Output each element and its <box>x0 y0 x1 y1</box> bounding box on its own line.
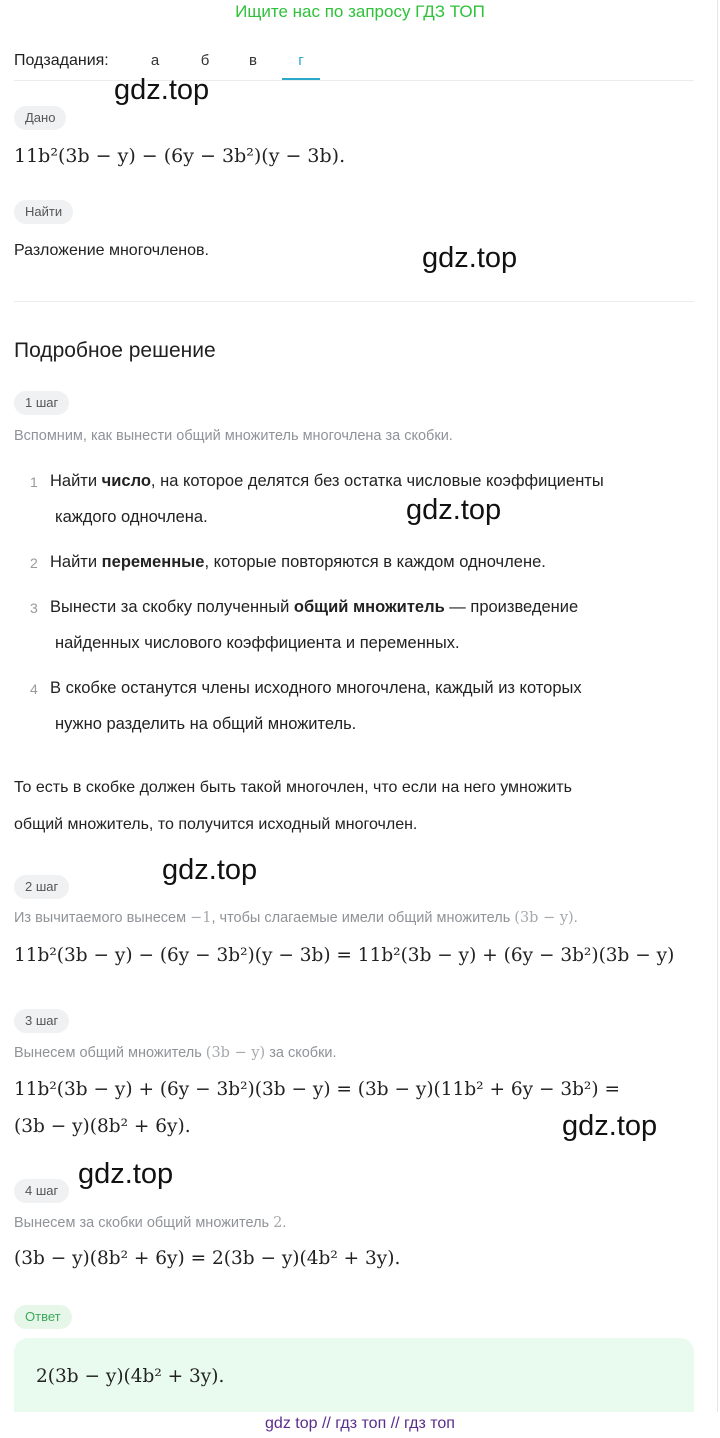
active-tab-underline <box>282 78 320 80</box>
find-chip: Найти <box>14 200 73 224</box>
list-item-bold: общий множитель <box>293 598 445 616</box>
step2-note <box>14 910 578 926</box>
watermark: gdz.top <box>562 1110 658 1142</box>
given-expression: 11b²(3b − y) − (6y − 3b²)(y − 3b). <box>14 145 346 167</box>
list-item-text: — произведение <box>444 598 579 616</box>
step3-note <box>14 1045 337 1061</box>
step3-note-math: (3b − y) <box>205 1045 266 1061</box>
step1-summary-line1: То есть в скобке должен быть такой многочлен, что если на него умножить <box>14 779 572 796</box>
step2-expression: 11b²(3b − y) − (6y − 3b²)(y − 3b) = 11b²(3b − y) + (6y − 3b²)(3b − y) <box>14 945 675 966</box>
list-item-text: Найти <box>50 553 102 571</box>
list-item-text: Найти <box>50 472 102 490</box>
list-item-text: В скобке останутся члены исходного многочлена, каждый из которых <box>50 679 582 697</box>
list-item-number: 4 <box>30 681 38 697</box>
list-item-text: , на которое делятся без остатка числовые коэффициенты <box>150 472 604 490</box>
step1-summary-line2: общий множитель, то получится исходный многочлен. <box>14 816 418 833</box>
list-item-bold: переменные <box>101 553 205 571</box>
tab-g[interactable]: г <box>298 52 304 69</box>
step1-chip: 1 шаг <box>14 391 69 415</box>
step3-note-text: за скобки. <box>265 1045 337 1061</box>
step2-note-text: , чтобы слагаемые имели общий множитель <box>211 910 515 926</box>
step3-expression-line2: (3b − y)(8b² + 6y). <box>14 1116 191 1137</box>
list-item-continuation: нужно разделить на общий множитель. <box>55 715 357 733</box>
step1-intro: Вспомним, как вынести общий множитель многочлена за скобки. <box>14 428 453 444</box>
step4-expression: (3b − y)(8b² + 6y) = 2(3b − y)(4b² + 3y). <box>14 1248 401 1269</box>
answer-expression: 2(3b − y)(4b² + 3y). <box>36 1366 225 1387</box>
list-item-text: , которые повторяются в каждом одночлене. <box>204 553 546 571</box>
solution-title: Подробное решение <box>14 339 216 362</box>
tab-v[interactable]: в <box>249 52 257 69</box>
step3-expression-line1: 11b²(3b − y) + (6y − 3b²)(3b − y) = (3b − y)(11b² + 6y − 3b²) = <box>14 1079 620 1100</box>
list-item-number: 2 <box>30 555 38 571</box>
list-item <box>50 670 700 742</box>
list-item-text: Вынести за скобку полученный <box>50 598 294 616</box>
watermark: gdz.top <box>78 1158 174 1190</box>
step4-chip: 4 шаг <box>14 1179 69 1203</box>
answer-chip: Ответ <box>14 1305 72 1329</box>
step2-note-text: Из вычитаемого вынесем <box>14 910 191 926</box>
list-item <box>50 589 700 661</box>
watermark: gdz.top <box>114 74 210 106</box>
step2-note-math: −1 <box>190 910 212 926</box>
step4-note <box>14 1215 286 1231</box>
search-banner[interactable]: Ищите нас по запросу ГДЗ ТОП <box>235 2 485 21</box>
step2-chip: 2 шаг <box>14 875 69 899</box>
page-edge-rule <box>717 0 718 1438</box>
list-item-number: 1 <box>30 474 38 490</box>
list-item <box>50 544 700 580</box>
given-chip: Дано <box>14 106 66 130</box>
footer-links[interactable]: gdz top // гдз топ // гдз топ <box>0 1412 720 1438</box>
list-item-continuation: найденных числового коэффициента и переменных. <box>55 634 460 652</box>
list-item-bold: число <box>101 472 151 490</box>
list-item-number: 3 <box>30 600 38 616</box>
answer-box <box>14 1338 694 1418</box>
watermark: gdz.top <box>406 494 502 526</box>
step4-note-text: Вынесем за скобки общий множитель <box>14 1215 274 1231</box>
step3-chip: 3 шаг <box>14 1009 69 1033</box>
step4-note-text: . <box>282 1215 287 1231</box>
list-item-continuation: каждого одночлена. <box>55 508 208 526</box>
step4-note-math: 2 <box>273 1215 283 1231</box>
step3-note-text: Вынесем общий множитель <box>14 1045 206 1061</box>
watermark: gdz.top <box>422 242 518 274</box>
step2-note-math: (3b − y) <box>514 910 574 926</box>
tab-b[interactable]: б <box>200 52 210 69</box>
subtask-tabs-label: Подзадания: <box>14 52 109 69</box>
list-item <box>50 463 700 535</box>
step2-note-text: . <box>573 910 578 926</box>
tab-a[interactable]: а <box>150 52 160 69</box>
watermark: gdz.top <box>162 854 258 886</box>
section-divider <box>14 301 694 302</box>
find-text: Разложение многочленов. <box>14 242 209 259</box>
